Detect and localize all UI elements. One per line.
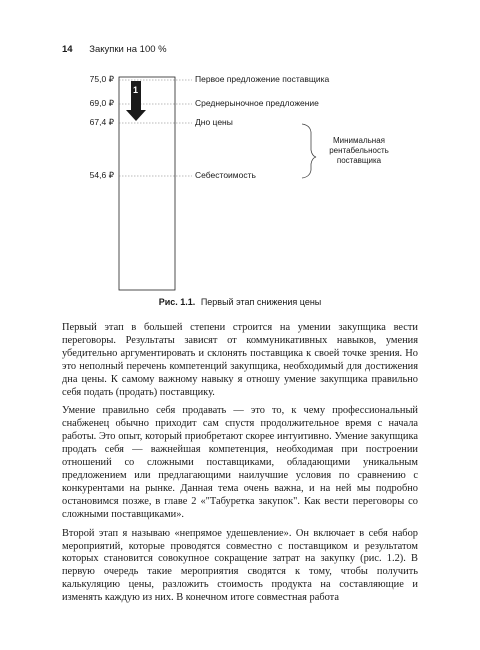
figure-caption (0, 297, 480, 307)
caption-number: Рис. 1.1. (158, 297, 196, 307)
paragraph: Второй этап я называю «непрямое удешевление». Он включает в себя набор мероприятий, которые проводятся совместно с поставщиком и результатом которых становится совокупное сокращение затрат на закупку (рис. 1.2). В первую очередь такие мероприятия сводятся к тому, чтобы получить калькуляцию цены, разложить стоимость продукта на составляющие и изменять каждую из них. В конечном итоге совместная работа (62, 527, 418, 604)
side-label-line: Минимальная (332, 136, 385, 145)
price-floor: 67,4 ₽ (89, 117, 114, 127)
paragraph: Умение правильно себя продавать — это то, к чему профессиональный снабженец обычно приходит сам спустя продолжительное время с начала работы. Это опыт, который приобретают скорее интуитивно. Умение закупщика продать себя — важнейшая компетенция, необходимая при построении отношений со сложными поставщиками, обладающими уникальным предложением или предлагающими наилучшие условия по сравнению с конкурентами на рынке. Данная тема очень важна, и на ней мы подробно остановимся позже, в главе 2 «"Табуретка закупок". Как вести переговоры со сложными поставщиками». (62, 405, 418, 520)
paragraph: Первый этап в большей степени строится на умении закупщика вести переговоры. Результаты зависят от коммуникативных навыков, умения убедительно аргументировать и склонять поставщика к своей точке зрения. Но это неполный перечень компетенций закупщика, необходимый для достижения дна цены. К самому важному навыку я отношу умение закупщика правильно себя подать (продать) поставщику. (62, 322, 418, 398)
price-reduction-figure (62, 70, 422, 300)
page-number: 14 (62, 44, 73, 55)
price-market: 69,0 ₽ (89, 98, 114, 108)
price-cost: 54,6 ₽ (89, 170, 114, 180)
arrow-label: 1 (133, 85, 139, 95)
label-first-offer: Первое предложение поставщика (195, 74, 330, 84)
caption-text: Первый этап снижения цены (200, 297, 322, 307)
bracket-icon (302, 124, 316, 178)
running-header (62, 44, 167, 55)
price-first-offer: 75,0 ₽ (89, 74, 114, 84)
label-cost: Себестоимость (195, 170, 256, 180)
running-title: Закупки на 100 % (89, 44, 167, 55)
side-label-minimal-profitability (324, 136, 394, 166)
side-label-line: поставщика (336, 156, 382, 165)
side-label-line: рентабельность (329, 146, 389, 155)
label-price-floor: Дно цены (195, 117, 233, 127)
price-column (119, 77, 175, 290)
label-market: Среднерыночное предложение (195, 98, 319, 108)
body-text (62, 322, 418, 611)
